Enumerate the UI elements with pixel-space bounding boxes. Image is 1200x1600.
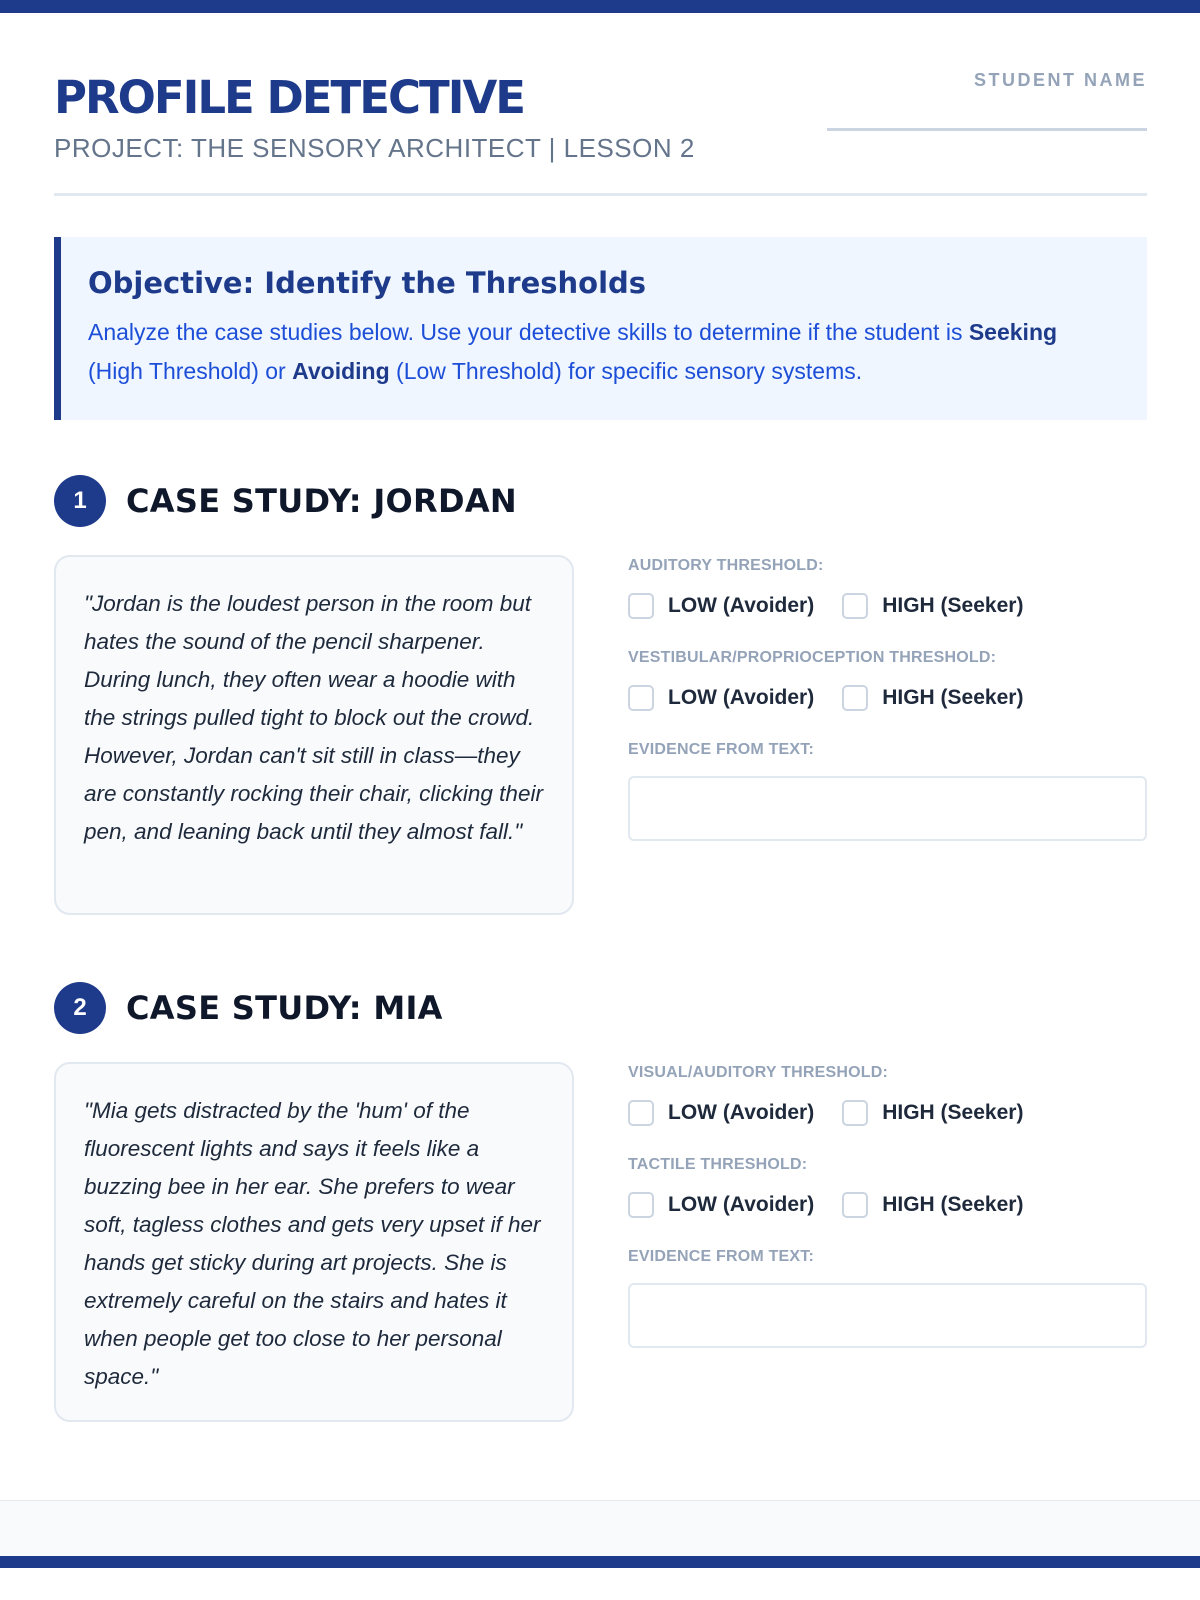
- threshold-options: [628, 592, 1147, 620]
- low-option[interactable]: [628, 593, 814, 619]
- high-option[interactable]: [842, 593, 1023, 619]
- seeking-term: Seeking: [968, 319, 1058, 345]
- high-option-label: HIGH (Seeker): [882, 594, 1024, 617]
- case-number-badge: 2: [54, 982, 106, 1034]
- evidence-label: EVIDENCE FROM TEXT:: [628, 1248, 815, 1265]
- objective-callout: [54, 237, 1147, 420]
- worksheet-header: [54, 70, 1147, 196]
- low-checkbox[interactable]: [628, 1100, 654, 1126]
- threshold-options: [628, 1099, 1147, 1127]
- evidence-label: EVIDENCE FROM TEXT:: [628, 741, 815, 758]
- case-quote-card: [54, 1062, 574, 1422]
- low-option-label: LOW (Avoider): [668, 1193, 815, 1216]
- objective-intro: Analyze the case studies below. Use your detective skills to determine if the student is: [88, 319, 963, 345]
- high-option-label: HIGH (Seeker): [882, 686, 1024, 709]
- high-option-label: HIGH (Seeker): [882, 1101, 1024, 1124]
- student-name-field[interactable]: [827, 128, 1147, 131]
- low-option-label: LOW (Avoider): [668, 686, 815, 709]
- objective-heading: Objective: Identify the Thresholds: [88, 266, 647, 300]
- low-checkbox[interactable]: [628, 1192, 654, 1218]
- avoiding-term: Avoiding: [292, 358, 390, 384]
- high-checkbox[interactable]: [842, 1192, 868, 1218]
- low-option-label: LOW (Avoider): [668, 594, 815, 617]
- threshold-options: [628, 684, 1147, 712]
- case-study-heading: [54, 475, 517, 527]
- seeking-note: (High Threshold) or: [88, 358, 286, 384]
- case-number-badge: 1: [54, 475, 106, 527]
- low-checkbox[interactable]: [628, 685, 654, 711]
- project-subtitle: PROJECT: THE SENSORY ARCHITECT | LESSON 2: [54, 133, 695, 163]
- evidence-input[interactable]: [628, 1283, 1147, 1348]
- objective-text: [88, 313, 1117, 391]
- footer-band: [0, 1500, 1200, 1556]
- case-study-title: CASE STUDY: JORDAN: [126, 482, 517, 520]
- low-option[interactable]: [628, 685, 814, 711]
- evidence-input[interactable]: [628, 776, 1147, 841]
- high-checkbox[interactable]: [842, 1100, 868, 1126]
- high-option-label: HIGH (Seeker): [882, 1193, 1024, 1216]
- threshold-panel: [628, 1063, 1147, 1348]
- high-option[interactable]: [842, 1100, 1023, 1126]
- threshold-options: [628, 1191, 1147, 1219]
- worksheet-title: PROFILE DETECTIVE: [54, 71, 525, 124]
- avoiding-note: (Low Threshold) for specific sensory systems.: [396, 358, 863, 384]
- case-study-title: CASE STUDY: MIA: [126, 989, 443, 1027]
- top-accent-bar: [0, 0, 1200, 13]
- case-quote: "Mia gets distracted by the 'hum' of the fluorescent lights and says it feels like a buzzing bee in her ear. She prefers to wear soft, tagless clothes and gets very upset if her hands get sticky during art projects. She is extremely careful on the stairs and hates it when people get too close to her personal space.": [84, 1098, 541, 1389]
- bottom-accent-bar: [0, 1556, 1200, 1568]
- high-checkbox[interactable]: [842, 685, 868, 711]
- threshold-panel: [628, 556, 1147, 841]
- case-study-heading: [54, 982, 443, 1034]
- high-option[interactable]: [842, 685, 1023, 711]
- threshold-label: AUDITORY THRESHOLD:: [628, 557, 824, 574]
- low-option-label: LOW (Avoider): [668, 1101, 815, 1124]
- case-quote: "Jordan is the loudest person in the room but hates the sound of the pencil sharpener. During lunch, they often wear a hoodie with the strings pulled tight to block out the crowd. However, Jordan can't sit still in class—they are constantly rocking their chair, clicking their pen, and leaning back until they almost fall.": [84, 591, 543, 844]
- low-option[interactable]: [628, 1192, 814, 1218]
- low-checkbox[interactable]: [628, 593, 654, 619]
- low-option[interactable]: [628, 1100, 814, 1126]
- case-quote-card: [54, 555, 574, 915]
- threshold-label: TACTILE THRESHOLD:: [628, 1156, 808, 1173]
- high-checkbox[interactable]: [842, 593, 868, 619]
- threshold-label: VESTIBULAR/PROPRIOCEPTION THRESHOLD:: [628, 649, 997, 666]
- threshold-label: VISUAL/AUDITORY THRESHOLD:: [628, 1064, 889, 1081]
- student-name-label: STUDENT NAME: [974, 70, 1147, 90]
- high-option[interactable]: [842, 1192, 1023, 1218]
